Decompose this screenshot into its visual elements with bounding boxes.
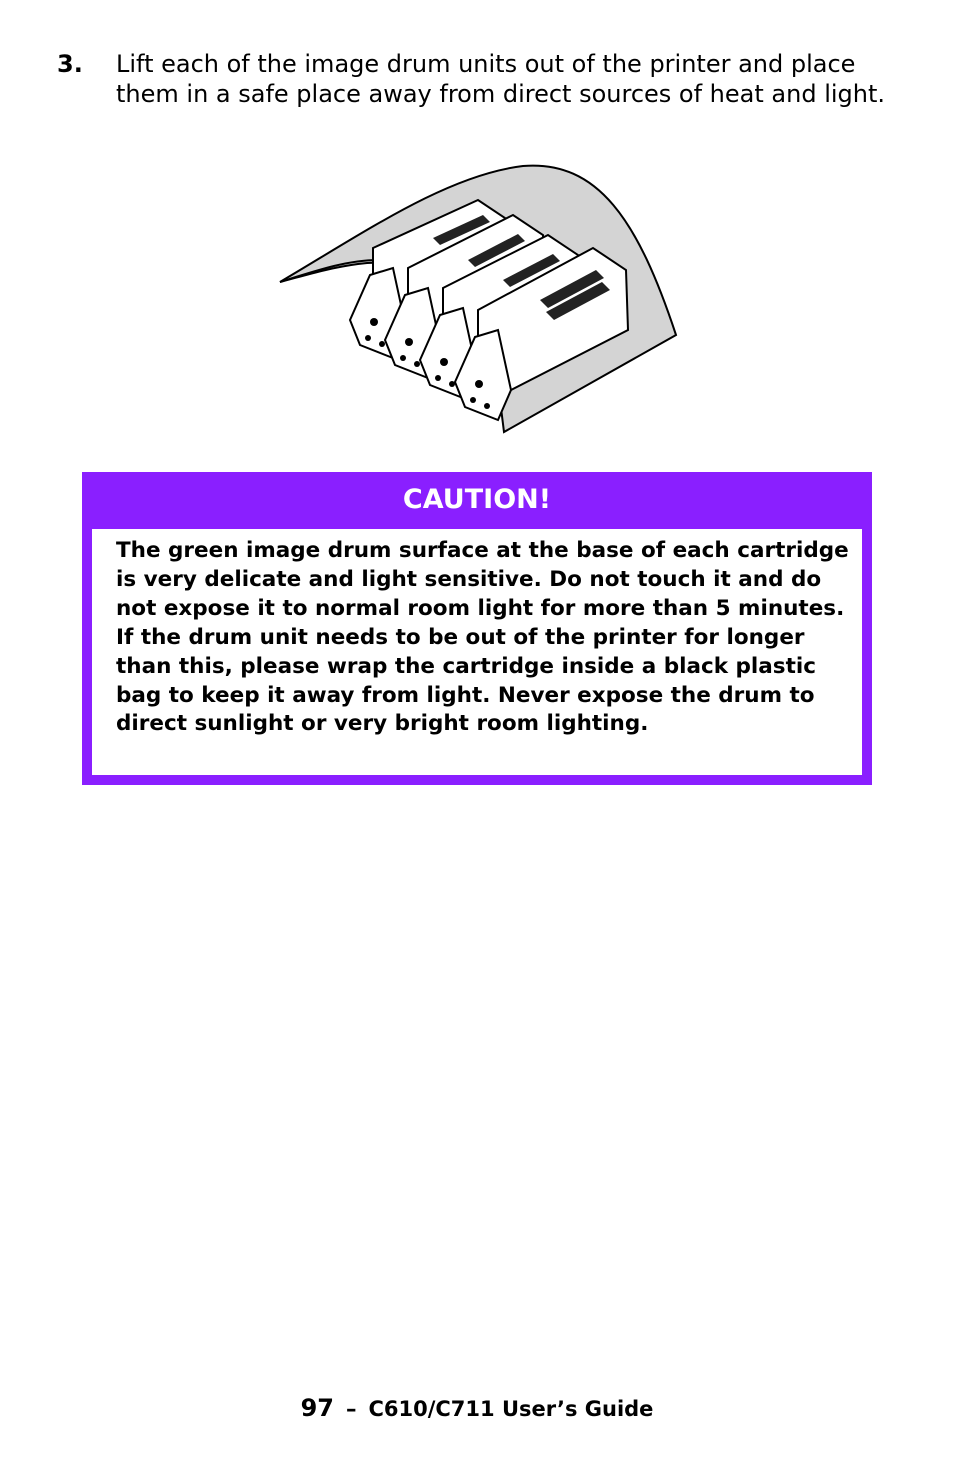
step-number: 3. bbox=[57, 50, 83, 78]
footer-separator: – bbox=[345, 1397, 357, 1421]
page-number: 97 bbox=[300, 1394, 334, 1422]
caution-title: CAUTION! bbox=[402, 484, 552, 515]
page-footer bbox=[0, 1392, 954, 1425]
caution-body bbox=[92, 529, 862, 775]
drum-units-illustration bbox=[278, 160, 680, 438]
caution-text: The green image drum surface at the base of each cartridge is very delicate and light sensitive. Do not touch it and do not expose it to normal room light for more than 5 minutes. If the drum unit needs to be out of the printer for longer than this, please wrap the cartridge inside a black plastic bag to keep it away from light. Never expose the drum to direct sunlight or very bright room lighting. bbox=[116, 538, 849, 737]
step-instruction: Lift each of the image drum units out of the printer and place them in a safe place away from direct sources of heat and light. bbox=[116, 50, 886, 108]
caution-box bbox=[82, 472, 872, 785]
guide-title: C610/C711 User’s Guide bbox=[368, 1397, 654, 1421]
